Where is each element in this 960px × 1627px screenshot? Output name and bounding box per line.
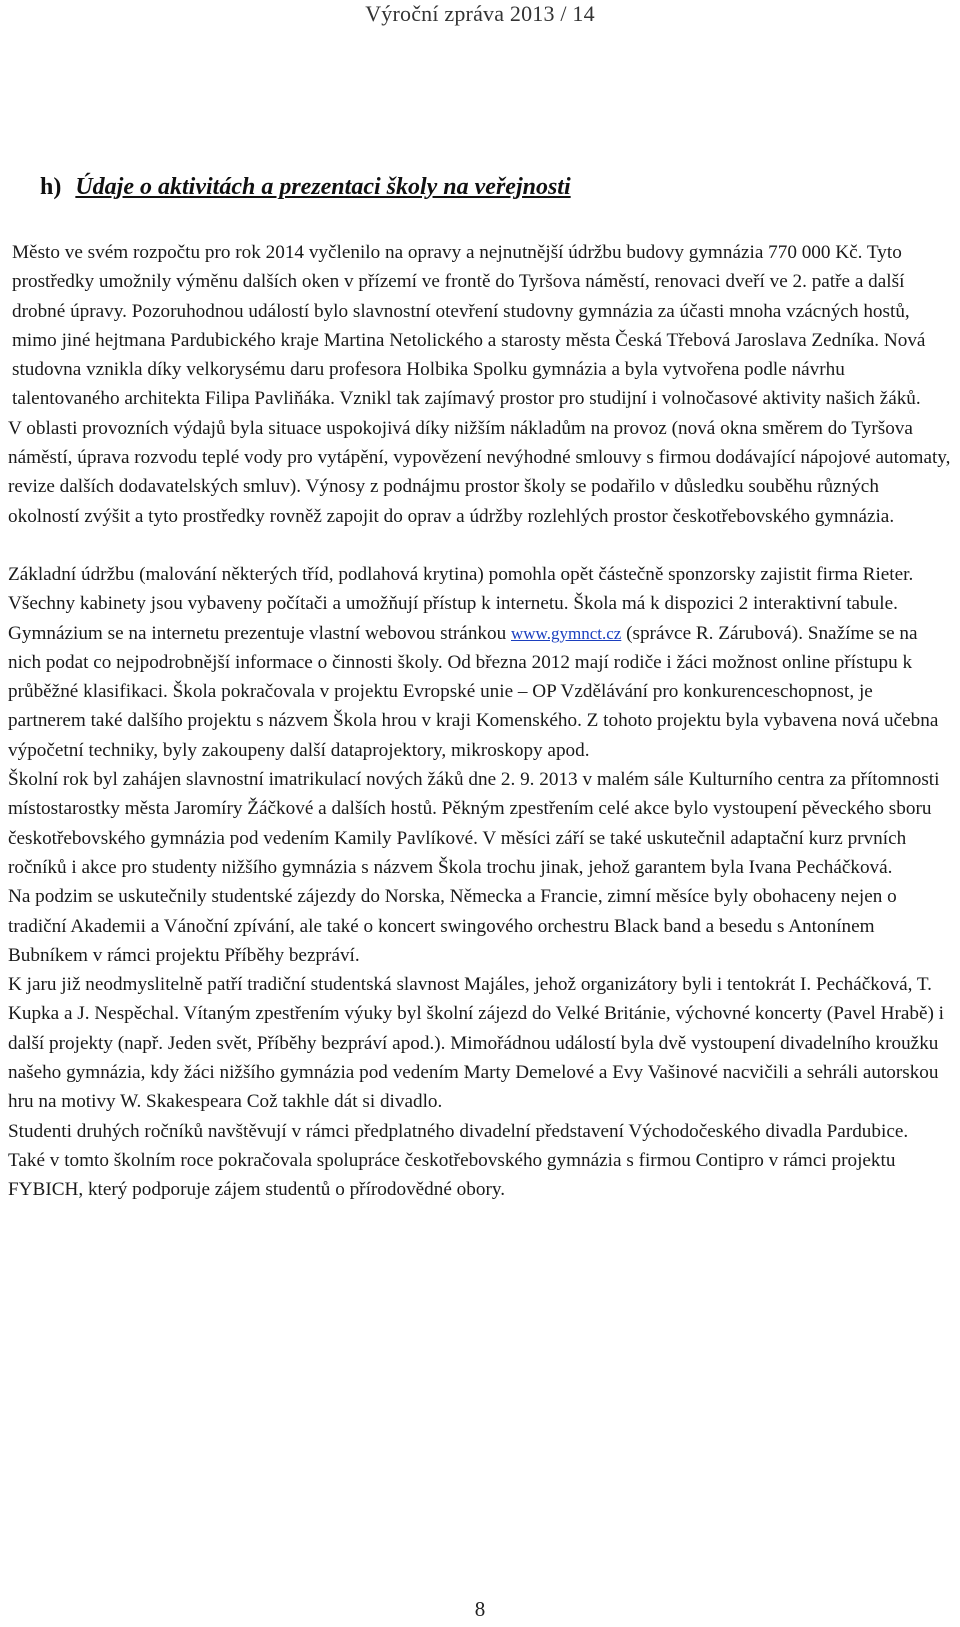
- paragraph-spacer: [8, 531, 953, 560]
- school-website-link[interactable]: www.gymnct.cz: [511, 623, 622, 643]
- computers-text-before: Všechny kabinety jsou vybaveny počítači a umožňují přístup k internetu. Škola má k dispozici 2 interaktivní tabule. Gymnázium se na internetu prezentuje vlastní webovou stránkou: [8, 593, 898, 644]
- section-letter: h): [40, 174, 62, 200]
- section-heading: [40, 172, 571, 202]
- paragraph-computers: [8, 589, 953, 765]
- running-header: Výroční zpráva 2013 / 14: [365, 1, 595, 26]
- paragraph-theatre: Studenti druhých ročníků navštěvují v rámci předplatného divadelní představení Východočeského divadla Pardubice.: [8, 1120, 909, 1142]
- section-title: Údaje o aktivitách a prezentaci školy na veřejnosti: [75, 174, 571, 200]
- paragraph-contipro: Také v tomto školním roce pokračovala spolupráce českotřebovského gymnázia s firmou Contipro v rámci projektu FYBICH, který podporuje zájem studentů o přírodovědné obory.: [8, 1149, 896, 1201]
- paragraph-maintenance: Základní údržbu (malování některých tříd, podlahová krytina) pomohla opět částečně sponzorsky zajistit firma Rieter.: [8, 563, 914, 585]
- paragraph-operating-costs: V oblasti provozních výdajů byla situace uspokojivá díky nižším nákladům na provoz (nová okna směrem do Tyršova náměstí, úprava rozvodu teplé vody pro vytápění, vypovězení nevýhodné smlouvy s firmou dodávající nápojové automaty, revize dalších dodavatelských smluv). Výnosy z podnájmu prostor školy se podařilo v důsledku souběhu různých okolností zvýšit a tyto prostředky rovněž zapojit do oprav a údržby rozlehlých prostor českotřebovského gymnázia.: [8, 417, 951, 527]
- paragraph-spring-events: K jaru již neodmyslitelně patří tradiční studentská slavnost Majáles, jehož organizátory byli i tentokrát I. Pecháčková, T. Kupka a J. Nespěchal. Vítaným zpestřením výuky byl školní zájezd do Velké Británie, výchovné koncerty (Pavel Hrabě) i další projekty (např. Jeden svět, Příběhy bezpráví apod.). Mimořádnou událostí byla dvě vystoupení divadelního kroužku našeho gymnázia, kdy žáci nižšího gymnázia pod vedením Marty Demelové a Evy Vašinové nacvičili a sehráli autorskou hru na motivy W. Skakespeara Což takhle dát si divadlo.: [8, 974, 945, 1113]
- page-number: 8: [474, 1597, 486, 1621]
- paragraph-budget: Město ve svém rozpočtu pro rok 2014 vyčlenilo na opravy a nejnutnější údržbu budovy gymnázia 770 000 Kč. Tyto prostředky umožnily výměnu dalších oken v přízemí ve frontě do Tyršova náměstí, renovaci dveří ve 2. patře a další drobné úpravy. Pozoruhodnou událostí bylo slavnostní otevření studovny gymnázia za účasti mnoha vzácných hostů, mimo jiné hejtmana Pardubického kraje Martina Netolického a starosty města Česká Třebová Jaroslava Zedníka. Nová studovna vznikla díky velkorysému daru profesora Holbika Spolku gymnázia a byla vytvořena podle návrhu talentovaného architekta Filipa Pavliňáka. Vznikl tak zajímavý prostor pro studijní i volnočasové aktivity našich žáků.: [12, 242, 926, 410]
- paragraph-autumn-trips: Na podzim se uskutečnily studentské zájezdy do Norska, Německa a Francie, zimní měsíce byly obohaceny nejen o tradiční Akademii a Vánoční zpívání, ale také o koncert swingového orchestru Black band a besedu s Antonínem Bubníkem v rámci projektu Příběhy bezpráví.: [8, 886, 897, 966]
- paragraph-school-year-start: Školní rok byl zahájen slavnostní imatrikulací nových žáků dne 2. 9. 2013 v malém sále Kulturního centra za přítomnosti místostarostky města Jaromíry Žáčkové a dalších hostů. Pěkným zpestřením celé akce bylo vystoupení pěveckého sboru českotřebovského gymnázia pod vedením Kamily Pavlíkové. V měsíci září se také uskutečnil adaptační kurz prvních ročníků i akce pro studenty nižšího gymnázia s názvem Škola trochu jinak, jehož garantem byla Ivana Pecháčková.: [8, 769, 940, 878]
- document-body: [8, 238, 953, 1205]
- computers-text-after: (správce R. Zárubová). Snažíme se na nich podat co nejpodrobnější informace o činnosti školy. Od března 2012 mají rodiče i žáci možnost online přístupu k průběžné klasifikaci. Škola pokračovala v projektu Evropské unie – OP Vzdělávání pro konkurenceschopnost, je partnerem také dalšího projektu s názvem Škola hrou v kraji Komenského. Z tohoto projektu byla vybavena nová učebna výpočetní techniky, byly zakoupeny další dataprojektory, mikroskopy apod.: [8, 622, 939, 761]
